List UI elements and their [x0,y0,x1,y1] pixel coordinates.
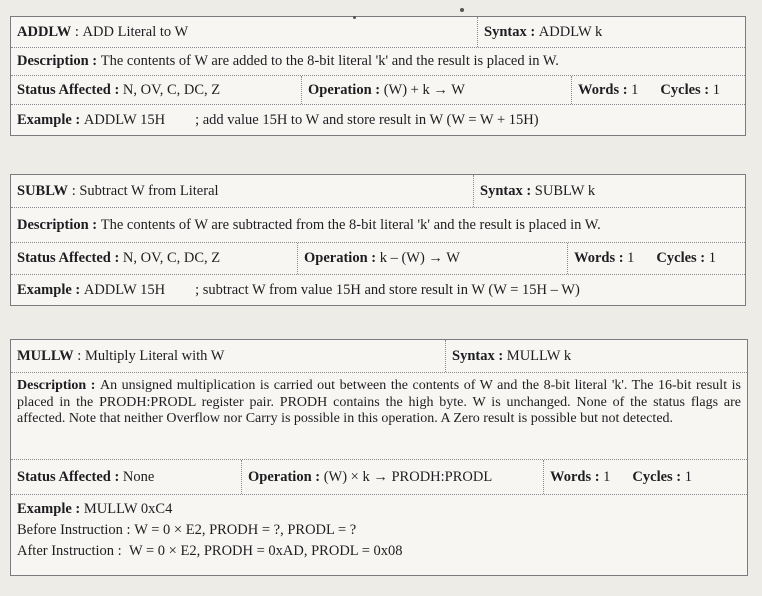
cycles-label: Cycles : [656,250,706,266]
status-row [11,243,745,275]
status-row [11,460,747,495]
example-line [17,499,741,520]
description-row [11,208,745,243]
after-instruction-line [17,541,741,562]
example-label: Example : [17,501,81,517]
instruction-card-sublw [10,174,746,306]
example-code: MULLW 0xC4 [83,501,173,517]
instruction-card-addlw [10,16,746,136]
words-label: Words : [578,81,628,98]
before-instruction-line [17,520,741,541]
example-label: Example : [17,111,81,128]
words-cycles-cell [543,460,747,494]
operation-cell [301,76,571,104]
operation-label: Operation : [304,250,377,266]
description-text: The contents of W are added to the 8-bit literal 'k' and the result is placed in W. [100,53,559,69]
syntax-cell [473,175,745,207]
description-row [11,373,747,460]
status-label: Status Affected : [17,81,120,98]
instruction-name: SUBLW [17,182,69,199]
cycles-value: 1 [708,250,717,266]
syntax-cell [477,17,745,47]
title-cell: ADDLW : ADD Literal to W [17,23,189,40]
operation-value: (W) × k → PRODH:PRODL [323,468,493,485]
words-value: 1 [603,468,611,485]
status-label: Status Affected : [17,250,120,266]
description-label: Description : [17,378,96,393]
syntax-cell [445,340,747,372]
instruction-title: Subtract W from Literal [79,182,219,199]
syntax-label: Syntax : [484,23,536,40]
example-comment: ; subtract W from value 15H and store result in W (W = 15H – W) [195,281,580,298]
description-text: An unsigned multiplication is carried out between the contents of W and the 8-bit literal 'k'. The 16-bit result is placed in the PRODH:PRODL register pair. PRODH contains the high byte. W is unchanged. None of the status flags are affected. Note that neither Overflow nor Carry is possible in this operation. A Zero result is possible but not detected. [17,378,741,426]
operation-value: (W) + k → W [383,81,465,98]
status-cell [11,243,297,274]
example-code: ADDLW 15H [83,111,166,128]
example-row [11,275,745,305]
instruction-name: ADDLW [17,23,72,40]
status-value: N, OV, C, DC, Z [122,250,221,266]
words-cycles-cell [567,243,745,274]
operation-cell [241,460,543,494]
operation-label: Operation : [308,81,381,98]
syntax-value: SUBLW k [534,182,596,199]
status-label: Status Affected : [17,468,120,485]
description-cell [11,208,607,242]
status-row [11,76,745,105]
example-row [11,495,747,575]
cycles-label: Cycles : [632,468,682,485]
example-row [11,105,745,135]
instruction-title: Multiply Literal with W [84,347,225,364]
after-value: W = 0 × E2, PRODH = 0xAD, PRODL = 0x08 [128,543,403,559]
title-row [11,340,747,373]
syntax-value: MULLW k [506,347,572,364]
words-label: Words : [574,250,624,266]
title-cell: SUBLW : Subtract W from Literal [17,182,219,199]
title-row [11,17,745,48]
cycles-value: 1 [684,468,693,485]
description-cell [11,48,565,75]
description-label: Description : [17,53,98,69]
operation-value: k – (W) → W [379,250,460,266]
description-label: Description : [17,216,98,233]
words-label: Words : [550,468,600,485]
status-value: N, OV, C, DC, Z [122,81,221,98]
operation-label: Operation : [248,468,321,485]
after-label: After Instruction : [17,543,122,559]
before-value: W = 0 × E2, PRODH = ?, PRODL = ? [134,522,357,538]
example-label: Example : [17,281,81,298]
cycles-label: Cycles : [660,81,710,98]
status-cell [11,76,301,104]
words-value: 1 [631,81,639,98]
instruction-title: ADD Literal to W [82,23,189,40]
before-label: Before Instruction : [17,522,131,538]
print-speck [353,16,356,19]
syntax-label: Syntax : [480,182,532,199]
operation-cell [297,243,567,274]
description-row [11,48,745,76]
syntax-label: Syntax : [452,347,504,364]
example-cell [11,275,586,305]
example-cell [11,105,545,135]
instruction-card-mullw [10,339,748,576]
example-comment: ; add value 15H to W and store result in W (W = W + 15H) [195,111,539,128]
words-value: 1 [627,250,635,266]
title-row [11,175,745,208]
status-cell [11,460,241,494]
description-text: The contents of W are subtracted from the 8-bit literal 'k' and the result is placed in W. [100,216,601,233]
instruction-name: MULLW [17,347,74,364]
title-cell: MULLW : Multiply Literal with W [17,347,225,364]
words-cycles-cell [571,76,745,104]
print-speck [460,8,464,12]
example-code: ADDLW 15H [83,281,166,298]
syntax-value: ADDLW k [538,23,603,40]
status-value: None [122,468,155,485]
cycles-value: 1 [712,81,721,98]
